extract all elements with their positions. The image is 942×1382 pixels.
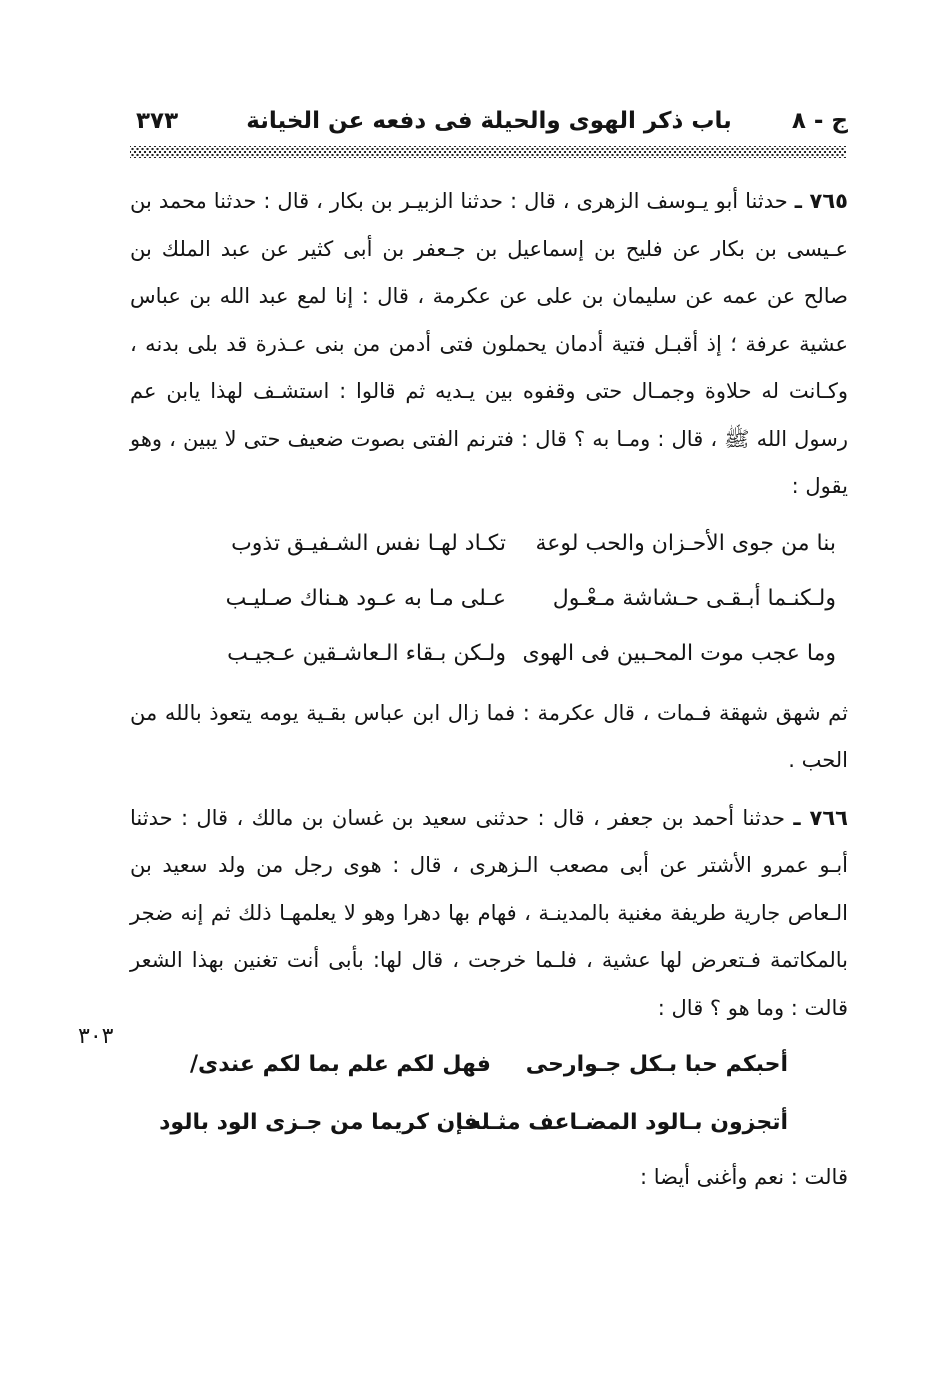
hadith-text: حدثنا أبو يـوسف الزهرى ، قال : حدثنا الزبيـر بن بكار ، قال : حدثنا محمد بن عـيسى بن بكار عن فليح بن إسماعيل بن جـعفر بن أبى كثير عن عبد الملك بن صالح عن عمه عن سليمان بن على عن عكرمة ، قال : إنا لمع عبد الله بن عباس عشية عرفة ؛ إذ أقبـل فتية أدمان يحملون فتى أدمن من بنى عـذرة قد بلى بدنه ، وكـانت له حلاوة وجمـال حتى وقفوه بين يـديه ثم قالوا : استشـف لهذا يابن عم رسول الله ﷺ ، قال : ومـا به ؟ قال : فترنم الفتى بصوت ضعيف حتى لا يبين ، وهو يقول : xyxy=(130,189,848,498)
verse-second-hemistich: تكـاد لهـا نفس الشـفيـق تذوب xyxy=(231,531,506,557)
hadith-766-closing: قالت : نعم وأغنى أيضا : xyxy=(639,1165,848,1189)
header-dotted-rule xyxy=(130,146,846,158)
poem-766 xyxy=(130,1036,848,1152)
verse-second-hemistich: فهل لكم علم بما لكم عندى/ xyxy=(190,1052,491,1078)
verse-first-hemistich: أتجزون بـالود المضـاعف مثـله xyxy=(468,1110,788,1136)
chapter-title: باب ذكر الهوى والحيلة فى دفعه عن الخيانة xyxy=(246,108,732,134)
page-body xyxy=(130,178,848,1202)
volume-label: ج - ٨ xyxy=(791,108,848,134)
verse-first-hemistich: ولـكنـما أبـقـى حـشاشة مـعْـول xyxy=(552,586,836,612)
poem-765 xyxy=(130,517,848,682)
verse-first-hemistich: أحبكم حبا بـكل جـوارحى xyxy=(525,1052,788,1078)
verse-second-hemistich: عـلى مـا به عـود هـناك صـليـب xyxy=(225,586,506,612)
verse-line xyxy=(130,1094,848,1152)
verse-line xyxy=(130,517,848,572)
verse-first-hemistich: بنا من جوى الأحـزان والحب لوعة xyxy=(535,531,836,557)
hadith-text: حدثنا أحمد بن جعفر ، قال : حدثنى سعيد بن غسان بن مالك ، قال : حدثنا أبـو عمرو الأشتر عن أبى مصعب الـزهرى ، قال : هوى رجل من ولد سعيد بن الـعاص جارية طريفة مغنية بالمدينـة ، فهام بها دهرا وهو لا يعلمهـا ذلك ثم إنه ضجر بالمكاتمة فـتعرض لها عشية ، فلـما خرجت ، قال لها: بأبى أنت تغنين بهذا الشعر قالت : وما هو ؟ قال : xyxy=(130,805,848,1020)
hadith-765-paragraph xyxy=(130,178,848,511)
hadith-number: ٧٦٦ ـ xyxy=(793,805,848,830)
hadith-number: ٧٦٥ ـ xyxy=(794,189,848,213)
verse-second-hemistich: ولـكن بـقاء الـعاشـقين عـجيـب xyxy=(227,641,506,667)
page-number: ٣٧٣ xyxy=(136,108,179,134)
running-header xyxy=(130,108,848,148)
verse-line xyxy=(130,1036,848,1094)
hadith-765-closing: ثم شهق شهقة فـمات ، قال عكرمة : فما زال ابن عباس بقـية يومه يتعوذ بالله من الحب . xyxy=(130,700,848,772)
hadith-766-paragraph xyxy=(130,795,848,1033)
verse-second-hemistich: فإن كريما من جـزى الود بالود xyxy=(159,1110,478,1136)
verse-first-hemistich: وما عجب موت المحـبين فى الهوى xyxy=(522,641,836,667)
verse-line xyxy=(130,572,848,627)
verse-line xyxy=(130,627,848,682)
margin-page-number: ٣٠٣ xyxy=(78,1024,114,1049)
